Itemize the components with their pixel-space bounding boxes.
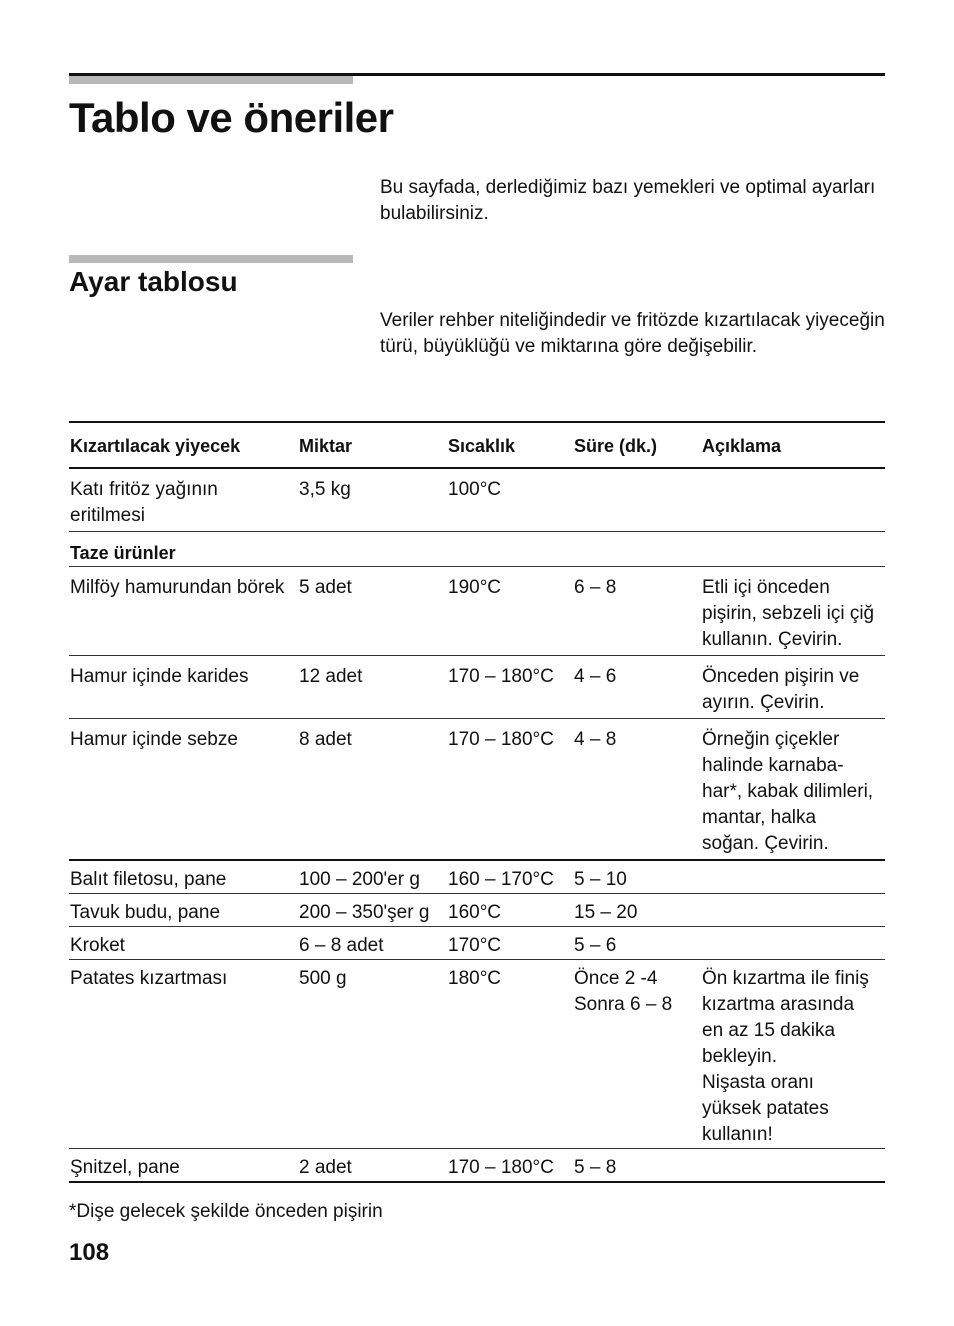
cell-temperature: 170 – 180°C <box>447 719 573 861</box>
header-time: Süre (dk.) <box>573 422 701 468</box>
cell-time: 5 – 6 <box>573 927 701 960</box>
cell-temperature: 160°C <box>447 894 573 927</box>
cell-temperature: 190°C <box>447 567 573 656</box>
cell-note: Etli içi önceden pişirin, sebzeli içi çiğ kullanın. Çevirin. <box>701 567 885 656</box>
cell-amount: 100 – 200'er g <box>298 860 447 894</box>
cell-temperature: 160 – 170°C <box>447 860 573 894</box>
cell-time: 5 – 8 <box>573 1149 701 1183</box>
cell-food: Hamur içinde karides <box>69 656 298 719</box>
cell-temperature: 180°C <box>447 960 573 1149</box>
header-amount: Miktar <box>298 422 447 468</box>
table-row <box>69 656 885 719</box>
table-row <box>69 468 885 532</box>
cell-amount: 3,5 kg <box>298 468 447 532</box>
section-title: Ayar tablosu <box>69 266 238 297</box>
cell-food: Hamur içinde sebze <box>69 719 298 861</box>
table-row <box>69 719 885 861</box>
table-row <box>69 567 885 656</box>
note-text: Veriler rehber niteliğindedir ve fritözde kızartılacak yiyeceğin türü, büyüklüğü ve miktarına göre değişebilir. <box>380 310 885 357</box>
header-row <box>69 422 885 468</box>
cell-note: Ön kızartma ile finiş kızartma arasında en az 15 dakika bekleyin. Nişasta oranı yüksek patates kullanın! <box>701 960 885 1149</box>
header-note: Açıklama <box>701 422 885 468</box>
cell-food: Patates kızartması <box>69 960 298 1149</box>
table-body <box>69 468 885 1182</box>
cell-amount: 6 – 8 adet <box>298 927 447 960</box>
cell-time: 4 – 6 <box>573 656 701 719</box>
cell-temperature: 170°C <box>447 927 573 960</box>
cell-food: Tavuk budu, pane <box>69 894 298 927</box>
group-row <box>69 532 885 567</box>
cell-time: Önce 2 -4 Sonra 6 – 8 <box>573 960 701 1149</box>
cell-food: Balıt filetosu, pane <box>69 860 298 894</box>
cell-temperature: 100°C <box>447 468 573 532</box>
cell-amount: 8 adet <box>298 719 447 861</box>
cell-amount: 5 adet <box>298 567 447 656</box>
header-food: Kızartılacak yiyecek <box>69 422 298 468</box>
cell-food: Katı fritöz yağının eritilmesi <box>69 468 298 532</box>
cell-note <box>701 860 885 894</box>
cell-note <box>701 927 885 960</box>
top-accent-bar <box>69 76 353 84</box>
cell-note <box>701 468 885 532</box>
cell-amount: 200 – 350'şer g <box>298 894 447 927</box>
cell-time: 5 – 10 <box>573 860 701 894</box>
section-accent-bar <box>69 255 353 263</box>
group-label: Taze ürünler <box>69 532 885 567</box>
cell-amount: 500 g <box>298 960 447 1149</box>
table-row <box>69 860 885 894</box>
cell-temperature: 170 – 180°C <box>447 1149 573 1183</box>
header-temperature: Sıcaklık <box>447 422 573 468</box>
cell-amount: 2 adet <box>298 1149 447 1183</box>
table-row <box>69 1149 885 1183</box>
cell-food: Milföy hamurundan börek <box>69 567 298 656</box>
table-row <box>69 960 885 1149</box>
cell-time: 15 – 20 <box>573 894 701 927</box>
cell-note: Önceden pişirin ve ayırın. Çevirin. <box>701 656 885 719</box>
table-row <box>69 894 885 927</box>
cell-amount: 12 adet <box>298 656 447 719</box>
footnote: *Dişe gelecek şekilde önceden pişirin <box>69 1201 383 1222</box>
page-number: 108 <box>69 1239 110 1266</box>
table-row <box>69 927 885 960</box>
settings-table <box>69 421 885 1183</box>
cell-food: Kroket <box>69 927 298 960</box>
page-title: Tablo ve öneriler <box>69 94 394 141</box>
cell-temperature: 170 – 180°C <box>447 656 573 719</box>
table-header <box>69 422 885 468</box>
cell-food: Şnitzel, pane <box>69 1149 298 1183</box>
cell-note <box>701 1149 885 1183</box>
cell-time <box>573 468 701 532</box>
cell-time: 4 – 8 <box>573 719 701 861</box>
cell-note: Örneğin çiçekler halinde karnaba- har*, kabak dilimleri, mantar, halka soğan. Çevirin. <box>701 719 885 861</box>
intro-text: Bu sayfada, derlediğimiz bazı yemekleri ve optimal ayarları bulabilirsiniz. <box>380 177 876 224</box>
cell-time: 6 – 8 <box>573 567 701 656</box>
cell-note <box>701 894 885 927</box>
